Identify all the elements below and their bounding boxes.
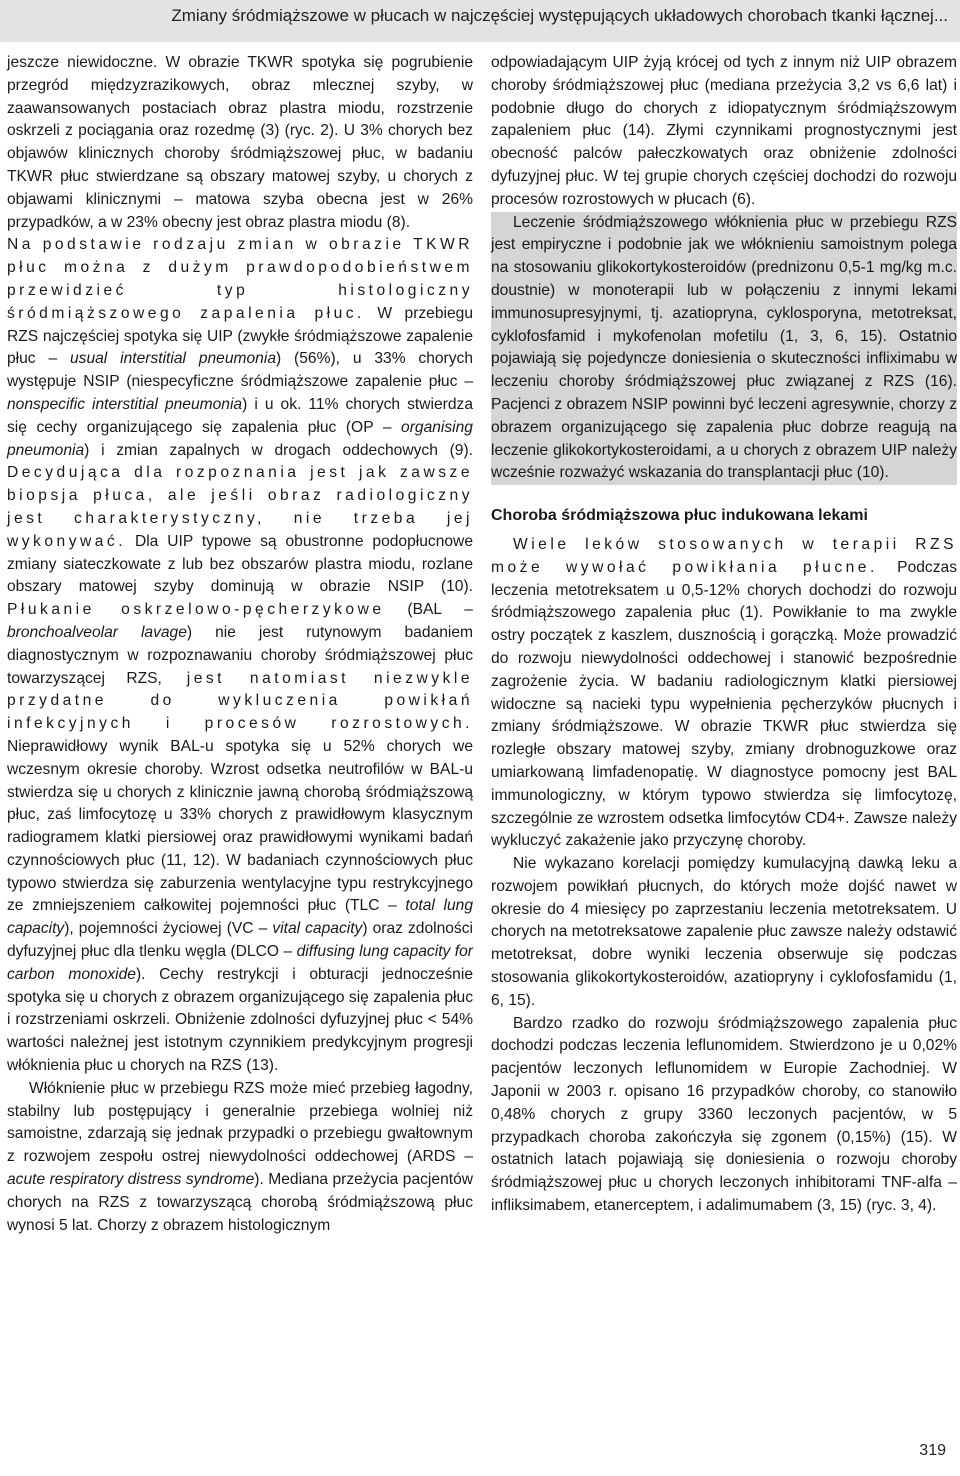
spaced-emphasis: jest natomiast niezwykle przydatne do wykluczenia powikłań infekcyjnych i procesów rozrostowych. [7,669,473,733]
page-number: 319 [919,1442,946,1459]
left-paragraph-1: jeszcze niewidoczne. W obrazie TKWR spotyka się pogrubienie przegród międzyzrazikowych, obraz mlecznej szyby, w zaawansowanych postaciach obraz plastra miodu, rozstrzenie oskrzeli z pociągania oraz rozedmę (3) (ryc. 2). U 3% chorych bez objawów klinicznych choroby śródmiąższowej płuc, w badaniu TKWR płuc stwierdzane są obszary matowej szyby, u chorych z objawami klinicznymi – matowa szyba obecna jest w 26% przypadków, a w 23% obecny jest obraz plastra miodu (8). [7,54,473,231]
running-header [0,0,960,42]
shaded-paragraph-treatment: Leczenie śródmiąższowego włóknienia płuc w przebiegu RZS jest empiryczne i podobnie jak we włóknieniu samoistnym polega na stosowaniu glikokortykosteroidów (prednizonu 0,5-1 mg/kg m.c. doustnie) w monoterapii lub w połączeniu z innymi lekami immunosupresyjnymi, tj. azatiopryna, cyklosporyna, metotreksat, cyklofosfamid i mykofenolan mofetilu (1, 3, 6, 15). Ostatnio pojawiają się pojedyncze doniesienia o skuteczności infliximabu w leczeniu choroby śródmiąższowej płuc związanej z RZS (16). Pacjenci z obrazem NSIP powinni być leczeni agresywnie, chorzy z obrazem organizującego się zapalenia płuc dobrze reagują na leczenie glikokortykosteroidami, a u chorych z obrazem UIP należy wcześnie rozważyć wskazania do transplantacji płuc (10). [491,212,957,486]
right-paragraph-3: Wiele leków stosowanych w terapii RZS może wywołać powikłania płucne. Podczas leczenia metotreksatem u 0,5-12% chorych dochodzi do rozwoju śródmiąższowego zapalenia płuc (1). Powikłanie to ma zwykle ostry początek z kaszlem, dusznością i gorączką. Może prowadzić do rozwoju niewydolności oddechowej i stanowić bezpośrednie zagrożenie życia. W badaniu radiologicznym klatki piersiowej widoczne są nacieki typu wypełnienia pęcherzyków płucnych i zmiany śródmiąższowe. W obrazie TKWR płuc stwierdza się rozległe obszary matowej szyby, zmiany drobnoguzkowe oraz umiarkowaną limfadenopatię. W diagnostyce pomocny jest BAL immunologiczny, w którym typowo stwierdza się limfocytozę, szczególnie ze wzrostem odsetka limfocytów CD4+. Zawsze należy wykluczyć zakażenie jako przyczynę choroby. [491,535,957,850]
spaced-emphasis: Płukanie oskrzelowo-pęcherzykowe [7,601,385,619]
right-column [491,52,957,1218]
right-paragraph-5: Bardzo rzadko do rozwoju śródmiąższowego zapalenia płuc dochodzi podczas leczenia leflunomidem. Stwierdzono je u 0,02% pacjentów leczonych leflunomidem w Europie Zachodniej. W Japonii w 2003 r. opisano 16 przypadków choroby, co stanowiło 0,48% chorych z grupy 3360 leczonych pacjentów, w 5 przypadkach choroba zakończyła się zgonem (0,15%) (15). W ostatnich latach pojawiają się doniesienia o rozwoju choroby śródmiąższowej płuc u chorych leczonych inhibitorami TNF-alfa – infliksimabem, etanerceptem, i adalimumabem (3, 15) (ryc. 3, 4). [491,1014,957,1215]
right-paragraph-4: Nie wykazano korelacji pomiędzy kumulacyjną dawką leku a rozwojem powikłań płucnych, do których może dojść nawet w okresie do 4 miesięcy po zaprzestaniu leczenia metotreksatem. U chorych na metotreksatowe zapalenie płuc zawsze należy odstawić metotreksat, dobre wyniki leczenia obserwuje się podczas stosowania glikokortykosteroidów, azatiopryny i cyklofosfamidu (1, 6, 15). [491,855,957,1009]
spaced-emphasis: Decydująca dla rozpoznania jest jak zawsze biopsja płuca, ale jeśli obraz radiologiczny jest charakterystyczny, nie trzeba jej wykonywać. [7,464,473,550]
right-paragraph-1: odpowiadającym UIP żyją krócej od tych z innym niż UIP obrazem choroby śródmiąższowej płuc (mediana przeżycia 3,2 vs 6,6 lat) i podobnie długo do chorych z idiopatycznym śródmiąższowym zapaleniem płuc (14). Złymi czynnikami prognostycznymi jest obecność palców pałeczkowatych oraz obniżenie zdolności dyfuzyjnej płuc. W tej grupie chorych częściej dochodzi do rozwoju procesów rozrostowych w płucach (6). [491,54,957,208]
spaced-emphasis: Wiele leków stosowanych w terapii RZS może wywołać powikłania płucne. [491,535,957,576]
left-paragraph-3: Włóknienie płuc w przebiegu RZS może mieć przebieg łagodny, stabilny lub postępujący i generalnie przebiega wolniej niż samoistne, zdarzają się jednak przypadki o przebiegu gwałtownym z rozwojem zespołu ostrej niewydolności oddechowej (ARDS – acute respiratory distress syndrome). Mediana przeżycia pacjentów chorych na RZS z towarzyszącą chorobą śródmiąższową płuc wynosi 5 lat. Chorzy z obrazem histologicznym [7,1079,474,1234]
running-header-title: Zmiany śródmiąższowe w płucach w najczęściej występujących układowych chorobach tkanki łącznej... [171,6,948,25]
left-column [7,52,473,1237]
section-heading: Choroba śródmiąższowa płuc indukowana lekami [491,507,868,525]
left-paragraph-2: Na podstawie rodzaju zmian w obrazie TKWR płuc można z dużym prawdopodobieństwem przewidzieć typ histologiczny śródmiąższowego zapalenia płuc. W przebiegu RZS najczęściej spotyka się UIP (zwykłe śródmiąższowe zapalenie płuc – usual interstitial pneumonia) (56%), u 33% chorych występuje NSIP (niespecyficzne śródmiąższowe zapalenie płuc – nonspecific interstitial pneumonia) i u ok. 11% chorych stwierdza się cechy organizującego się zapalenia płuc (OP – organising pneumonia) i zmian zapalnych w drogach oddechowych (9). Decydująca dla rozpoznania jest jak zawsze biopsja płuca, ale jeśli obraz radiologiczny jest charakterystyczny, nie trzeba jej wykonywać. Dla UIP typowe są obustronne podopłucnowe zmiany siateczkowate z lub bez obszarów plastra miodu, rozlane obszary matowej szyby dominują w obrazie NSIP (10). Płukanie oskrzelowo-pęcherzykowe (BAL – bronchoalveolar lavage) nie jest rutynowym badaniem diagnostycznym w rozpoznawaniu choroby śródmiąższowej płuc towarzyszącej RZS, jest natomiast niezwykle przydatne do wykluczenia powikłań infekcyjnych i procesów rozrostowych. Nieprawidłowy wynik BAL-u spotyka się u 52% chorych we wczesnym okresie choroby. Wzrost odsetka neutrofilów w BAL-u stwierdza się u chorych z klinicznie jawną chorobą śródmiąższową płuc, zaś limfocytozę u 33% chorych z prawidłowym klasycznym radiogramem klatki piersiowej oraz prawidłowymi wynikami badań czynnościowych płuc (11, 12). W badaniach czynnościowych płuc typowo stwierdza się zaburzenia wentylacyjne typu restrykcyjnego ze zmniejszeniem całkowitej pojemności płuc (TLC – total lung capacity), pojemności życiowej (VC – vital capacity) oraz zdolności dyfuzyjnej płuc dla tlenku węgla (DLCO – diffusing lung capacity for carbon monoxide). Cechy restrykcji i obturacji jednocześnie spotyka się u chorych z obrazem organizującego się zapalenia płuc i rozstrzeniami oskrzeli. Obniżenie zdolności dyfuzyjnej płuc < 54% wartości należnej jest istotnym czynnikiem predykcyjnym progresji włóknienia płuc u chorych na RZS (13). [7,236,474,1075]
spaced-emphasis: Na podstawie rodzaju zmian w obrazie TKWR płuc można z dużym prawdopodobieństwem przewidzieć typ histologiczny śródmiąższowego zapalenia płuc. [7,236,473,322]
